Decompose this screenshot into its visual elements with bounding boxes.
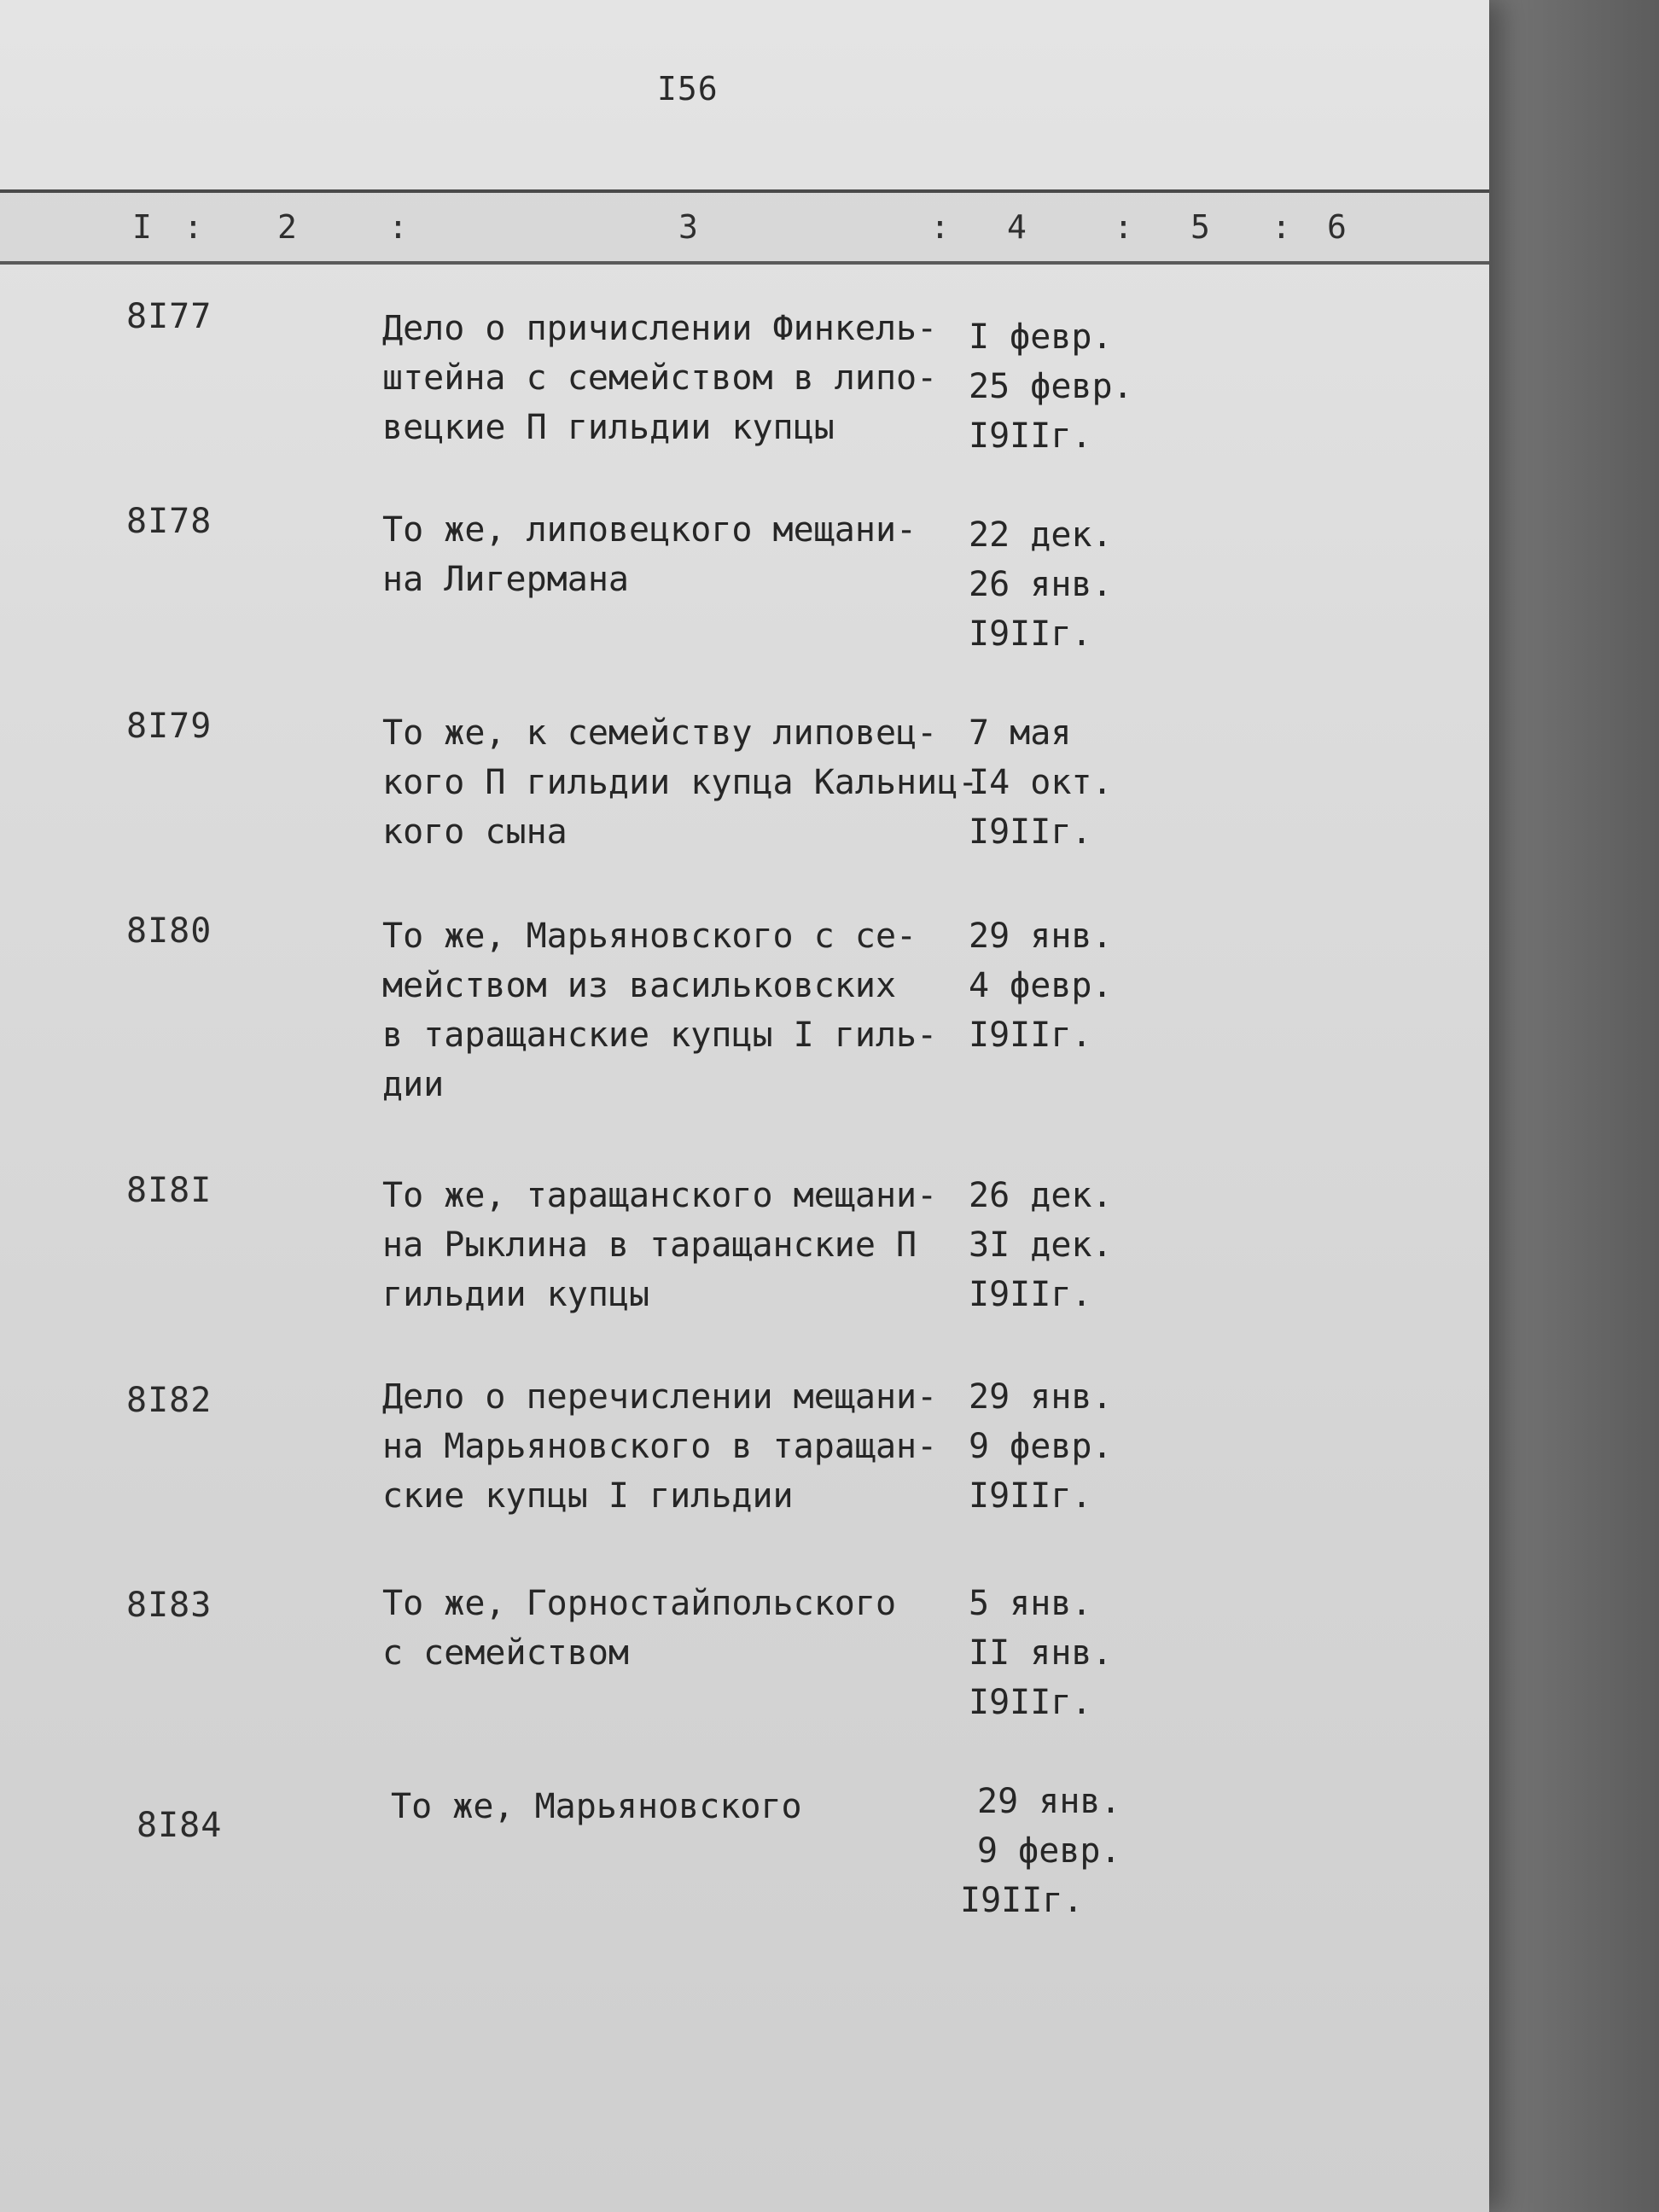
- column-separator: :: [930, 208, 950, 246]
- description-line: в таращанские купцы I гиль-: [382, 1016, 938, 1055]
- entry-dates: [969, 1579, 1113, 1727]
- date-year: I9IIг.: [969, 1683, 1092, 1722]
- date-end: 4 февр.: [969, 966, 1113, 1005]
- entry-description: [382, 1372, 980, 1521]
- column-separator: :: [1272, 208, 1291, 246]
- description-line: с семейством: [382, 1633, 629, 1673]
- description-line: Дело о перечислении мещани-: [382, 1377, 938, 1417]
- entry-description: [382, 911, 980, 1109]
- entry-number: 8I84: [137, 1806, 223, 1845]
- date-end: 26 янв.: [969, 565, 1113, 604]
- entry-description: [382, 1171, 980, 1319]
- entry-number: 8I83: [126, 1586, 212, 1625]
- date-year: I9IIг.: [969, 1016, 1092, 1055]
- description-line: То же, Марьяновского с се-: [382, 917, 917, 956]
- date-start: 29 янв.: [977, 1782, 1121, 1821]
- entry-dates: [969, 708, 1113, 857]
- column-separator: :: [183, 208, 203, 246]
- date-start: I февр.: [969, 317, 1113, 357]
- entry-dates: [969, 1171, 1113, 1319]
- entry-number: 8I82: [126, 1381, 212, 1420]
- page-number: I56: [657, 70, 719, 108]
- column-header-3: 3: [678, 208, 698, 246]
- date-start: 7 мая: [969, 713, 1072, 753]
- date-year: I9IIг.: [969, 614, 1092, 654]
- date-year: I9IIг.: [969, 812, 1092, 852]
- date-year: I9IIг.: [960, 1881, 1084, 1920]
- column-header-row: [0, 189, 1489, 265]
- date-end: 3I дек.: [969, 1225, 1113, 1265]
- column-separator: :: [1114, 208, 1133, 246]
- date-year: I9IIг.: [969, 1476, 1092, 1516]
- description-line: кого сына: [382, 812, 568, 852]
- date-year: I9IIг.: [969, 416, 1092, 456]
- date-end: 9 февр.: [969, 1427, 1113, 1466]
- entry-number: 8I79: [126, 707, 212, 746]
- entry-number: 8I8I: [126, 1171, 212, 1210]
- column-separator: :: [388, 208, 408, 246]
- description-line: То же, Марьяновского: [391, 1787, 802, 1826]
- date-start: 29 янв.: [969, 917, 1113, 956]
- column-header-1: I: [132, 208, 152, 246]
- entry-number: 8I77: [126, 297, 212, 336]
- description-line: Дело о причислении Финкель-: [382, 309, 938, 348]
- date-start: 26 дек.: [969, 1176, 1113, 1215]
- entry-description: [382, 708, 980, 857]
- entry-dates: [969, 312, 1133, 461]
- description-line: гильдии купцы: [382, 1275, 650, 1314]
- entry-dates: [969, 911, 1113, 1060]
- description-line: на Рыклина в таращанские П: [382, 1225, 917, 1265]
- date-year: I9IIг.: [969, 1275, 1092, 1314]
- date-end: II янв.: [969, 1633, 1113, 1673]
- description-line: То же, липовецкого мещани-: [382, 510, 917, 550]
- description-line: То же, Горностайпольского: [382, 1584, 897, 1623]
- description-line: То же, таращанского мещани-: [382, 1176, 938, 1215]
- description-line: дии: [382, 1065, 445, 1104]
- entry-description: [391, 1782, 988, 1831]
- date-end: 25 февр.: [969, 367, 1133, 406]
- entry-number: 8I78: [126, 502, 212, 541]
- entry-number: 8I80: [126, 911, 212, 951]
- date-start: 29 янв.: [969, 1377, 1113, 1417]
- entry-dates: [960, 1777, 1121, 1925]
- description-line: вецкие П гильдии купцы: [382, 408, 835, 447]
- column-header-6: 6: [1327, 208, 1347, 246]
- column-header-5: 5: [1190, 208, 1210, 246]
- description-line: кого П гильдии купца Кальниц-: [382, 763, 979, 802]
- entry-description: [382, 505, 980, 604]
- date-start: 22 дек.: [969, 515, 1113, 555]
- entry-description: [382, 304, 980, 452]
- entry-description: [382, 1579, 980, 1678]
- description-line: на Лигермана: [382, 560, 629, 599]
- description-line: на Марьяновского в таращан-: [382, 1427, 938, 1466]
- column-header-4: 4: [1007, 208, 1027, 246]
- description-line: мейством из васильковских: [382, 966, 897, 1005]
- description-line: ские купцы I гильдии: [382, 1476, 794, 1516]
- description-line: штейна с семейством в липо-: [382, 358, 938, 398]
- date-start: 5 янв.: [969, 1584, 1092, 1623]
- entry-dates: [969, 510, 1113, 659]
- entry-dates: [969, 1372, 1113, 1521]
- date-end: I4 окт.: [969, 763, 1113, 802]
- date-end: 9 февр.: [977, 1831, 1121, 1871]
- column-header-2: 2: [277, 208, 297, 246]
- description-line: То же, к семейству липовец-: [382, 713, 938, 753]
